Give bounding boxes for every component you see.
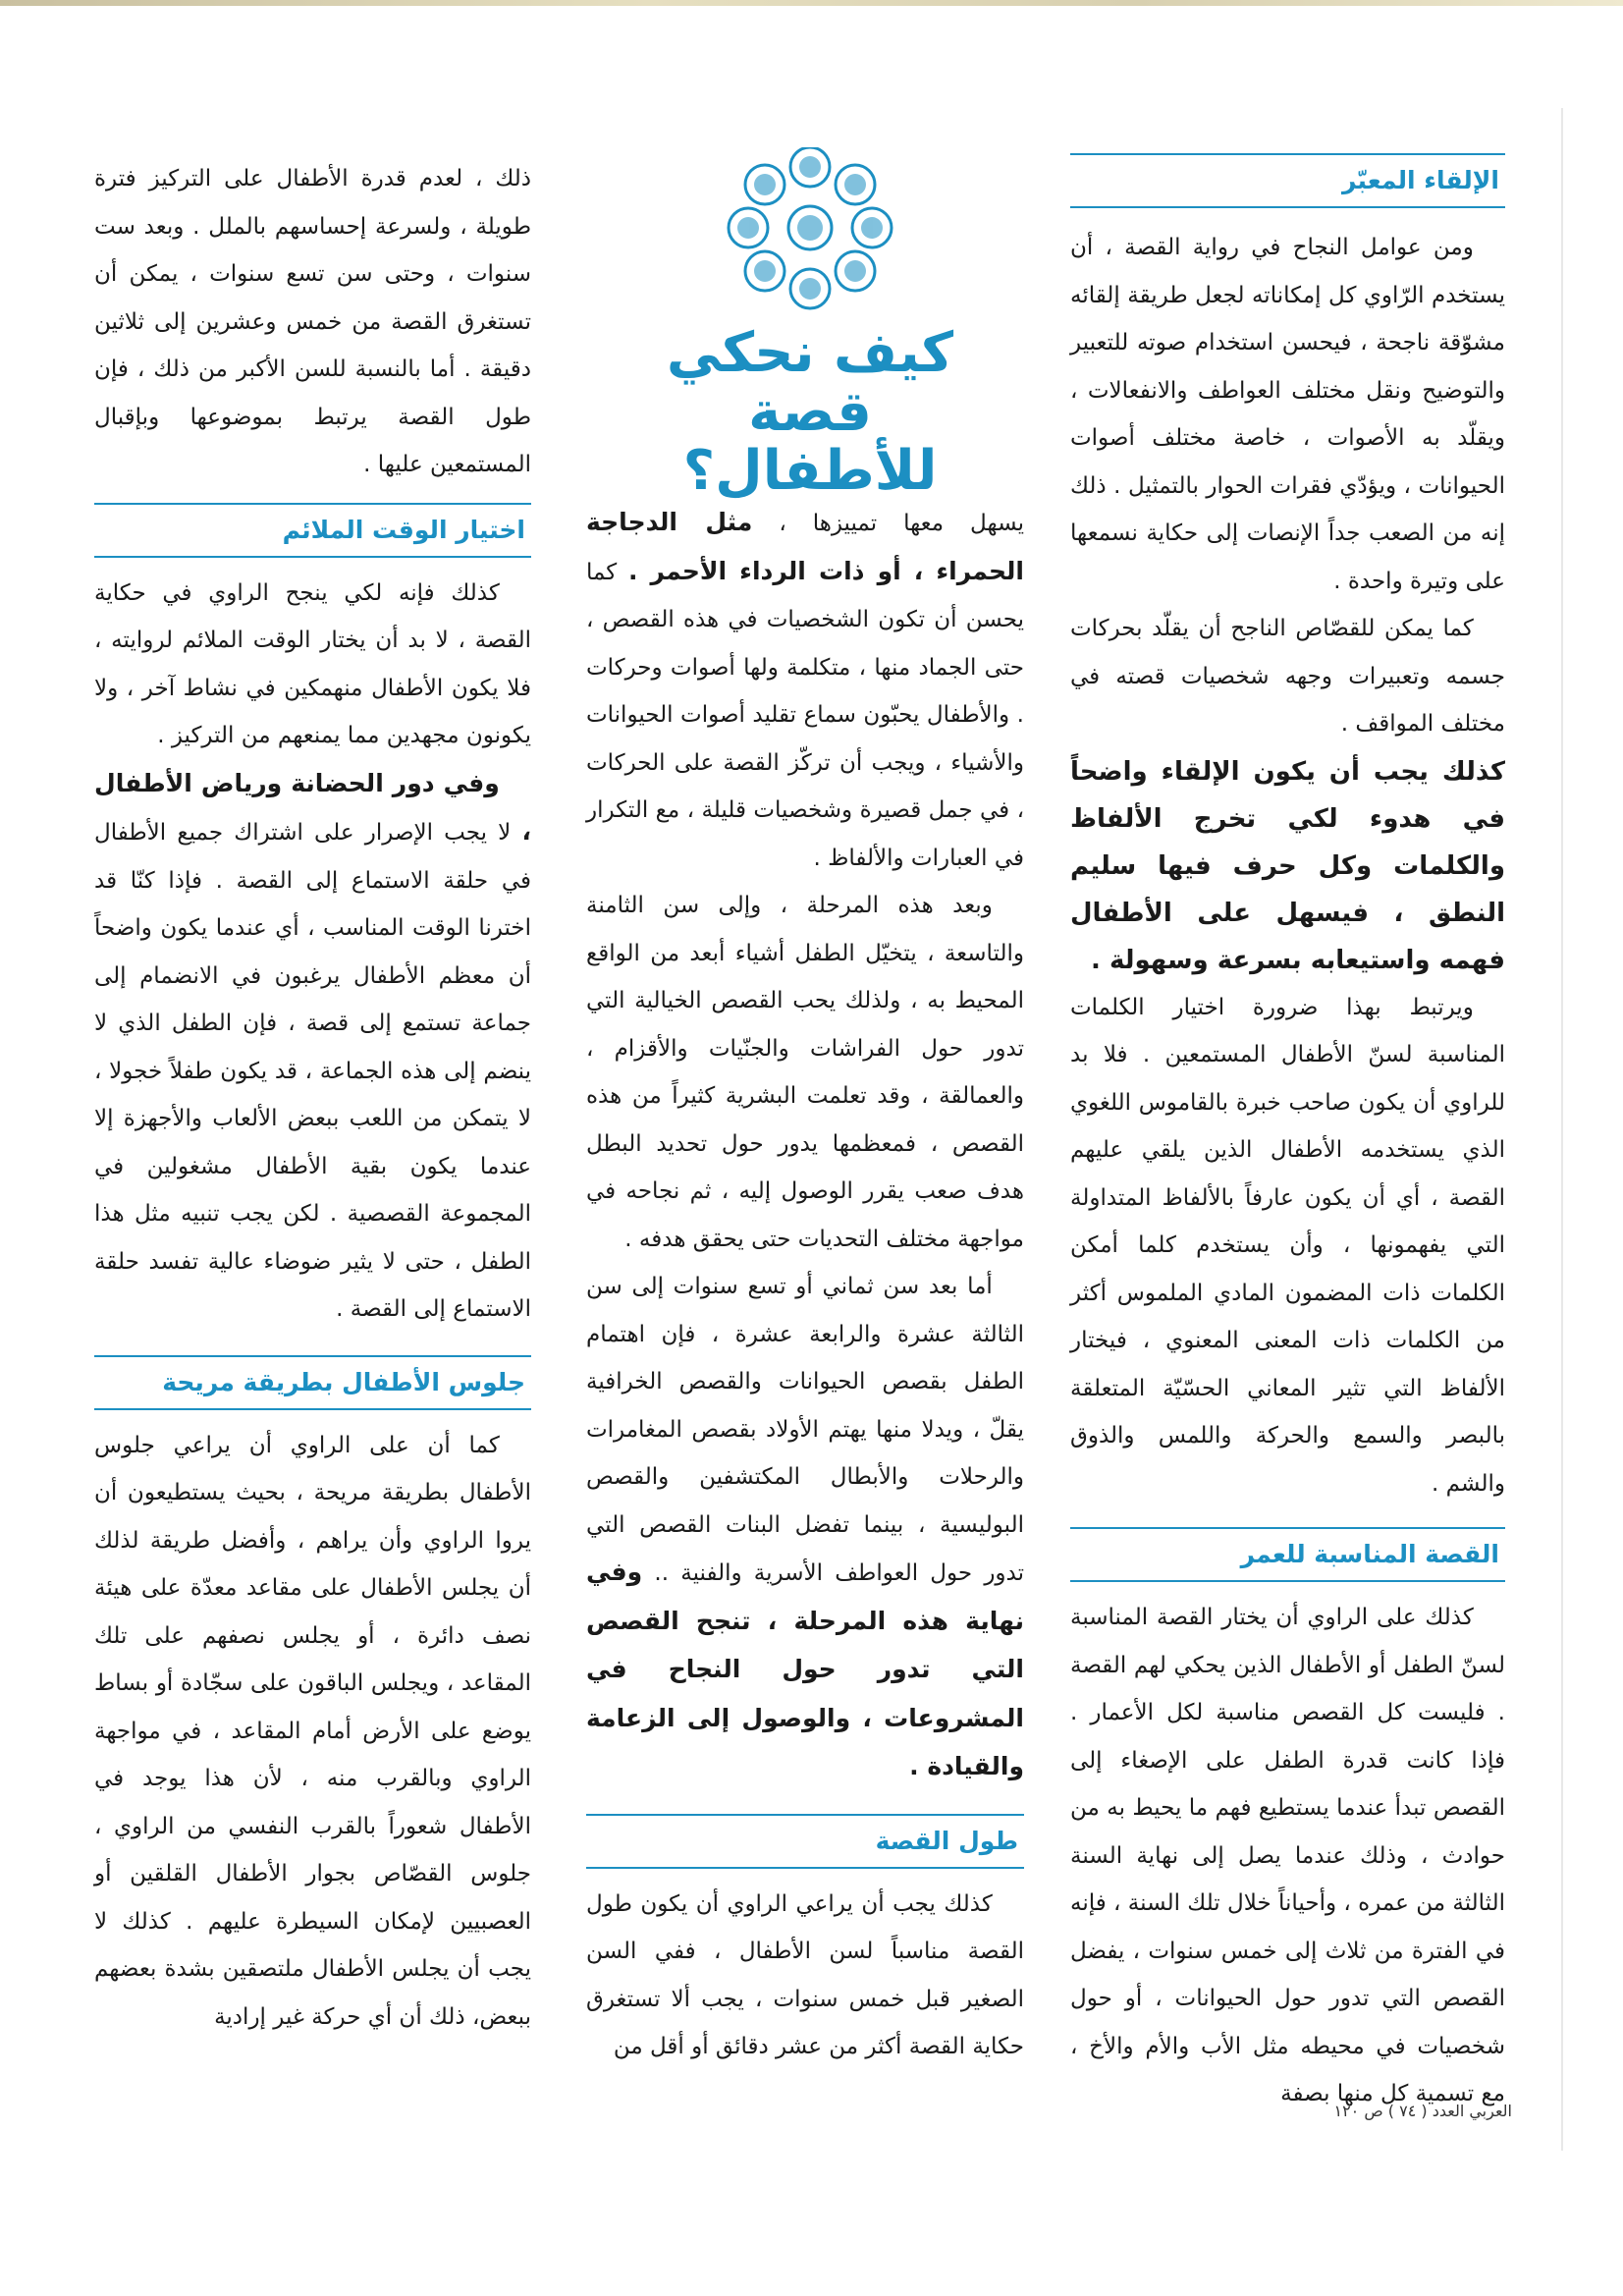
heading-right-time: اختيار الوقت الملائم [94, 503, 531, 558]
paragraph [586, 1263, 1024, 1792]
paragraph-lead: أما بعد سن ثماني أو تسع سنوات إلى سن الثالثة عشرة والرابعة عشرة ، فإن اهتمام الطفل بقصص الحيوانات والقصص الخرافية يقلّ ، ويدلا منها يهتم الأولاد بقصص المغامرات والرحلات والأبطال المكتشفين والقصص البوليسية ، بينما تفضل البنات القصص التي تدور حول العواطف الأسرية والفنية .. [586, 1274, 1025, 1586]
paragraph: ومن عوامل النجاح في رواية القصة ، أن يستخدم الرّاوي كل إمكاناته لجعل طريقة إلقائه مشوّقة ناجحة ، فيحسن استخدام صوته للتعبير والتوضيح ونقل مختلف العواطف والانفعالات ، ويقلّد به الأصوات ، خاصة مختلف أصوات الحيوانات ، ويؤدّي فقرات الحوار بالتمثيل . ذلك إنه من الصعب جداً الإنصات إلى حكاية نسمعها على وتيرة واحدة . [1070, 235, 1505, 594]
middle-column [586, 0, 1024, 2071]
paragraph: ذلك ، لعدم قدرة الأطفال على التركيز فترة طويلة ، ولسرعة إحساسهم بالملل . وبعد ست سنوات ، وحتى سن تسع سنوات ، يمكن أن تستغرق القصة من خمس وعشرين إلى ثلاثين دقيقة . أما بالنسبة للسن الأكبر من ذلك ، فإن طول القصة يرتبط بموضوعها وبإقبال المستمعين عليها . [94, 166, 531, 477]
bold-paragraph: كذلك يجب أن يكون الإلقاء واضحاً في هدوء لكي تخرج الألفاظ والكلمات وكل حرف فيها سليم النطق ، فيسهل على الأطفال فهمه واستيعابه بسرعة وسهولة . [1070, 756, 1505, 975]
paragraph: كما أن على الراوي أن يراعي جلوس الأطفال بطريقة مريحة ، بحيث يستطيعون أن يروا الراوي وأن يراهم ، وأفضل طريقة لذلك أن يجلس الأطفال على مقاعد معدّة على هيئة نصف دائرة ، أو يجلس نصفهم على تلك المقاعد ، ويجلس الباقون على سجّادة أو بساط يوضع على الأرض أمام المقاعد ، في مواجهة الراوي وبالقرب منه ، لأن هذا يوجد في الأطفال شعوراً بالقرب النفسي من الراوي ، جلوس القصّاص بجوار الأطفال القلقين أو العصبيين لإمكان السيطرة عليهم . كذلك لا يجب أن يجلس الأطفال ملتصقين بشدة بعضهم ببعض، ذلك أن أي حركة غير إرادية [94, 1432, 531, 2030]
paragraph-lead: يسهل معها تمييزها ، [779, 511, 1024, 536]
paragraph: ويرتبط بهذا ضرورة اختيار الكلمات المناسبة لسنّ الأطفال المستمعين . فلا بد للراوي أن يكون صاحب خبرة بالقاموس اللغوي الذي يستخدمه الأطفال الذين يلقي عليهم القصة ، أي أن يكون عارفاً بالألفاظ المتداولة التي يفهمونها ، وأن يستخدم كلما أمكن الكلمات ذات المضمون المادي الملموس أكثر من الكلمات ذات المعنى المعنوي ، فيختار الألفاظ التي تثير المعاني الحسّيّة المتعلقة بالبصر والسمع والحركة واللمس والذوق والشم . [1070, 994, 1505, 1497]
paragraph [586, 499, 1024, 882]
page-footer: العربي العدد ( ٧٤ ) ص ١٢٠ [1333, 2102, 1512, 2120]
paragraph: كما يمكن للقصّاص الناجح أن يقلّد بحركات جسمه وتعبيرات وجهه شخصيات قصته في مختلف المواقف . [1070, 616, 1505, 737]
paragraph: كذلك يجب أن يراعي الراوي أن يكون طول القصة مناسباً لسن الأطفال ، ففي السن الصغير قبل خمس سنوات ، يجب ألا تستغرق حكاية القصة أكثر من عشر دقائق أو أقل من [586, 1890, 1024, 2059]
bold-phrase: وفي نهاية هذه المرحلة ، تنجح القصص التي تدور حول النجاح في المشروعات ، والوصول إلى الزعامة والقيادة . [586, 1558, 1024, 1780]
bold-phrase: وفي دور الحضانة ورياض الأطفال ، [94, 768, 531, 846]
heading-story-length: طول القصة [586, 1814, 1024, 1869]
heading-expressive-delivery: الإلقاء المعبّر [1070, 153, 1505, 208]
paragraph-rest: لا يجب الإصرار على اشتراك جميع الأطفال في حلقة الاستماع إلى القصة . فإذا كنّا قد اخترنا الوقت المناسب ، أي عندما يكون واضحاً أن معظم الأطفال يرغبون في الانضمام إلى جماعة تستمع إلى قصة ، فإن الطفل الذي لا ينضم إلى هذه الجماعة ، قد يكون طفلاً خجولا ، لا يتمكن من اللعب ببعض الألعاب والأجهزة إلا عندما يكون بقية الأطفال مشغولين في المجموعة القصصية . لكن يجب تنبيه مثل هذا الطفل ، حتى لا يثير ضوضاء عالية تفسد حلقة الاستماع إلى القصة . [94, 820, 531, 1322]
logo-title-line1: كيف نحكي [666, 321, 954, 385]
paragraph: وبعد هذه المرحلة ، وإلى سن الثامنة والتاسعة ، يتخيّل الطفل أشياء أبعد من الواقع المحيط به ، ولذلك يحب القصص الخيالية التي تدور حول الفراشات والجنّيات والأقزام ، والعمالقة ، وقد تعلمت البشرية كثيراً من هذه القصص ، فمعظمها يدور حول تحديد البطل هدف صعب يقرر الوصول إليه ، ثم نجاحه في مواجهة مختلف التحديات حتى يحقق هدفه . [586, 893, 1024, 1252]
bold-phrase: مثل الدجاجة الحمراء ، أو ذات الرداء الأحمر . [586, 508, 1024, 585]
paragraph [94, 760, 531, 1334]
page-edge-line [1561, 108, 1563, 2151]
paragraph-rest: كما يحسن أن تكون الشخصيات في هذه القصص ، حتى الجماد منها ، متكلمة ولها أصوات وحركات . والأطفال يحبّون سماع تقليد أصوات الحيوانات والأشياء ، ويجب أن تركّز القصة على الحركات ، في جمل قصيرة وشخصيات قليلة ، مع التكرار في العبارات والألفاظ . [586, 559, 1024, 871]
paragraph: كذلك على الراوي أن يختار القصة المناسبة لسنّ الطفل أو الأطفال الذين يحكي لهم القصة . فليست كل القصص مناسبة لكل الأعمار . فإذا كانت قدرة الطفل على الإصغاء إلى القصص تبدأ عندما يستطيع فهم ما يحيط به من حوادث ، وذلك عندما يصل إلى نهاية السنة الثالثة من عمره ، وأحياناً خلال تلك السنة ، فإنه في الفترة من ثلاث إلى خمس سنوات ، يفضل القصص التي تدور حول الحيوانات ، أو حول شخصيات في محيطه مثل الأب والأم والأخ ، مع تسمية كل منها بصفة [1070, 1605, 1505, 2106]
right-column [1070, 0, 1505, 2118]
logo-title-line2: قصة للأطفال؟ [682, 380, 938, 503]
paragraph: كذلك فإنه لكي ينجح الراوي في حكاية القصة ، لا بد أن يختار الوقت الملائم لروايته ، فلا يكون الأطفال منهمكين في نشاط آخر ، ولا يكونون مجهدين مما يمنعهم من التركيز . [94, 579, 531, 748]
heading-age-appropriate-story: القصة المناسبة للعمر [1070, 1527, 1505, 1582]
heading-comfortable-seating: جلوس الأطفال بطريقة مريحة [94, 1355, 531, 1410]
left-column [94, 0, 531, 2041]
